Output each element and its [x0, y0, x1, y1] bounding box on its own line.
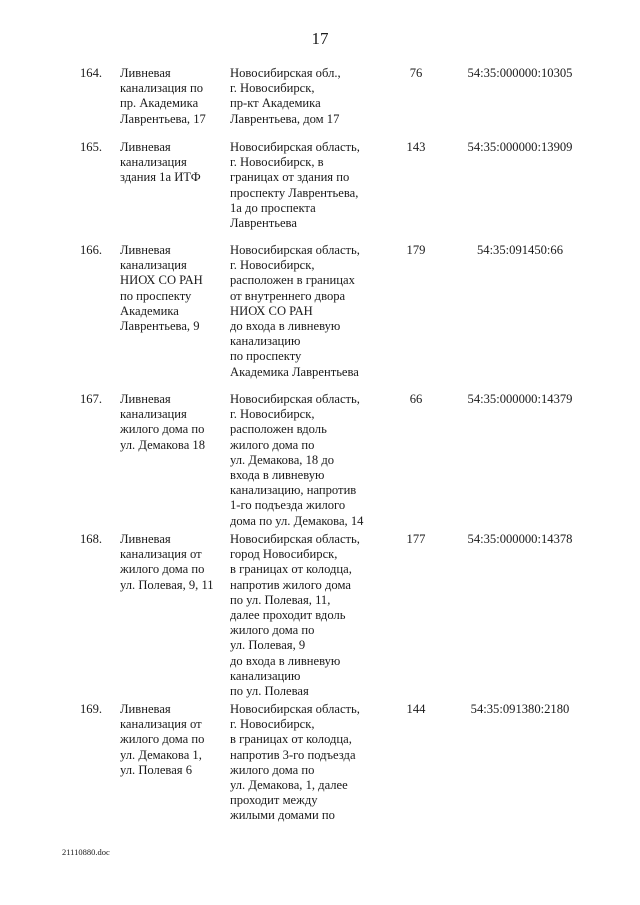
object-length: 144: [406, 702, 426, 716]
object-location: Новосибирская область, г. Новосибирск, расположен в границах от внутреннего двора НИОХ СО РАН до входа в ливневую канализацию по проспекту Академика Лаврентьева: [230, 243, 360, 379]
file-name-footer: 21110880.doc: [62, 847, 110, 857]
object-length: 177: [406, 532, 426, 546]
object-location: Новосибирская область, город Новосибирск, в границах от колодца, напротив жилого дома по ул. Полевая, 11, далее проходит вдоль жилого дома по ул. Полевая, 9 до входа в ливневую канализацию по ул. Полевая: [230, 532, 360, 699]
cadastral-number: 54:35:000000:14379: [467, 392, 573, 406]
cadastral-number: 54:35:000000:10305: [467, 66, 573, 80]
object-name: Ливневая канализация от жилого дома по ул. Демакова 1, ул. Полевая 6: [120, 702, 205, 777]
object-name: Ливневая канализация НИОХ СО РАН по проспекту Академика Лаврентьева, 9: [120, 243, 203, 334]
object-name: Ливневая канализация по пр. Академика Лаврентьева, 17: [120, 66, 206, 126]
row-number: 168.: [80, 532, 103, 546]
object-location: Новосибирская область, г. Новосибирск, расположен вдоль жилого дома по ул. Демакова, 18 до входа в ливневую канализацию, напротив 1-го подъезда жилого дома по ул. Демакова, 14: [230, 392, 364, 528]
object-length: 143: [406, 140, 426, 154]
object-length: 76: [409, 66, 423, 80]
row-number: 165.: [80, 140, 103, 154]
object-location: Новосибирская обл., г. Новосибирск, пр-кт Академика Лаврентьева, дом 17: [230, 66, 341, 126]
cadastral-number: 54:35:091450:66: [476, 243, 564, 257]
object-name: Ливневая канализация жилого дома по ул. Демакова 18: [120, 392, 206, 452]
cadastral-number: 54:35:000000:14378: [467, 532, 573, 546]
object-name: Ливневая канализация от жилого дома по ул. Полевая, 9, 11: [120, 532, 214, 592]
object-length: 66: [409, 392, 423, 406]
page-number: 17: [311, 29, 329, 48]
object-length: 179: [406, 243, 426, 257]
row-number: 167.: [80, 392, 103, 406]
cadastral-number: 54:35:000000:13909: [467, 140, 573, 154]
row-number: 164.: [80, 66, 103, 80]
object-location: Новосибирская область, г. Новосибирск, в границах от колодца, напротив 3-го подъезда жилого дома по ул. Демакова, 1, далее проходит между жилыми домами по: [230, 702, 360, 823]
row-number: 166.: [80, 243, 103, 257]
object-location: Новосибирская область, г. Новосибирск, в границах от здания по проспекту Лаврентьева, 1а до проспекта Лаврентьева: [230, 140, 360, 231]
cadastral-number: 54:35:091380:2180: [470, 702, 570, 716]
object-name: Ливневая канализация здания 1а ИТФ: [120, 140, 201, 185]
row-number: 169.: [80, 702, 103, 716]
